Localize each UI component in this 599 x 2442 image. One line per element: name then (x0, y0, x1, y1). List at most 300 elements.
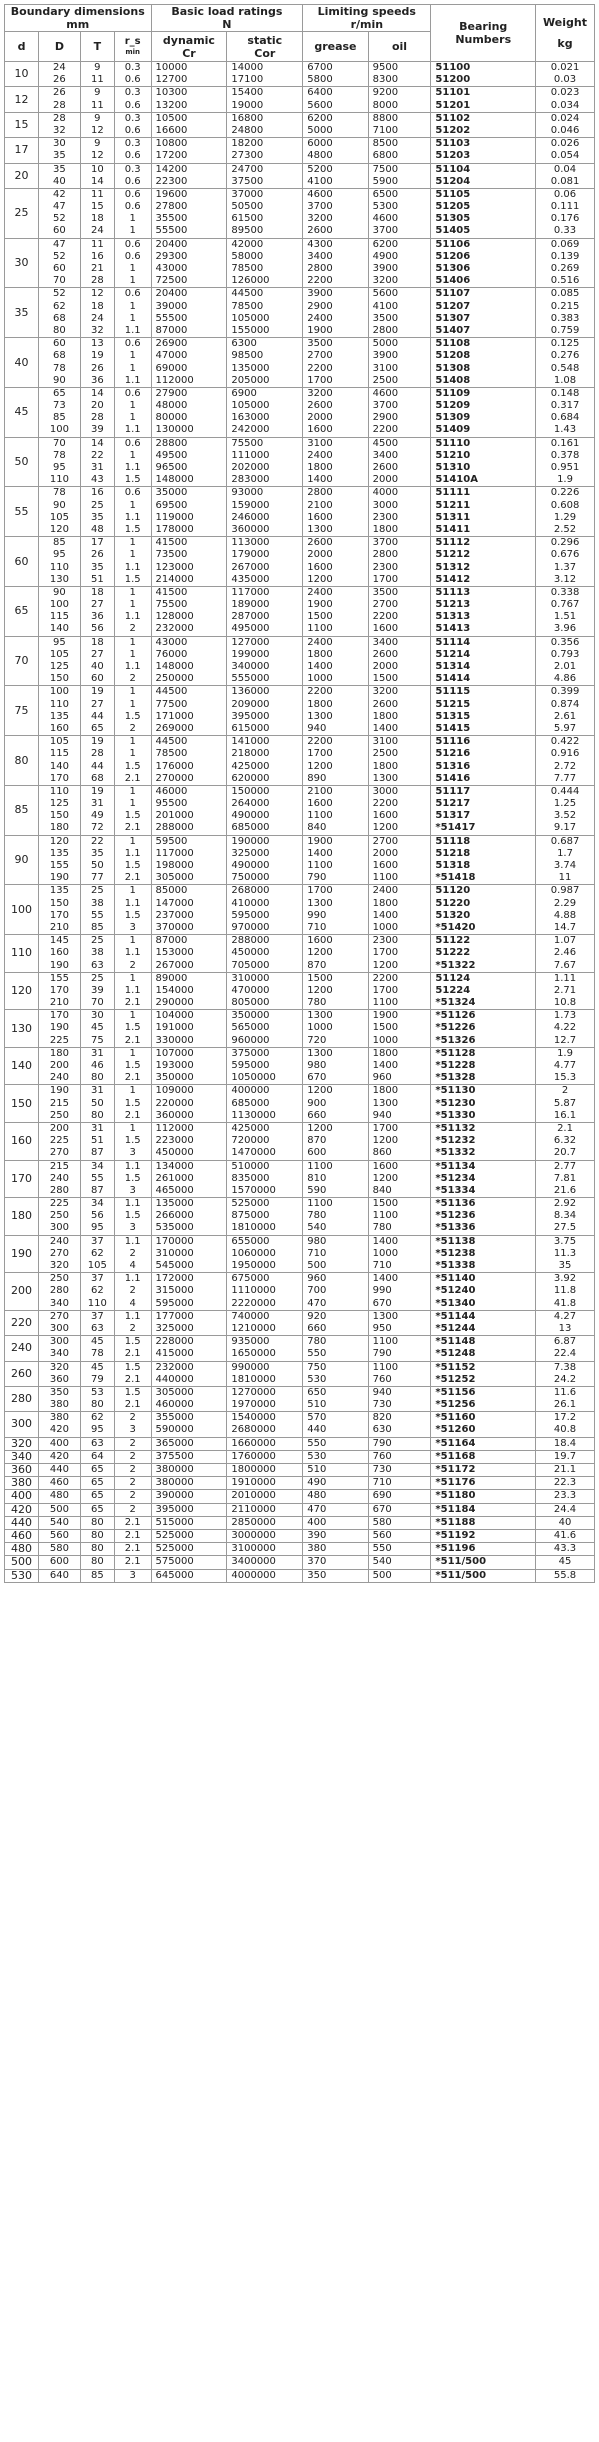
bore-diameter-cell: 440 (5, 1516, 39, 1529)
col-3-cell (151, 1010, 227, 1048)
cell-value: 1400 (372, 1060, 399, 1071)
cell-value: 1 (129, 537, 136, 549)
cell-value: 6000 (307, 138, 333, 150)
col-1-cell (80, 1336, 114, 1361)
col-2-cell (114, 87, 151, 112)
col-1-cell (80, 62, 114, 87)
cell-value: 75500 (231, 437, 264, 449)
table-body (5, 62, 595, 1583)
bearing-number: 51222 (435, 947, 471, 959)
cell-value: 62 (90, 1412, 104, 1424)
cell-value: 1.1 (124, 661, 141, 672)
cell-value: 2.1 (124, 822, 141, 834)
col-2-cell (114, 138, 151, 163)
cell-value: 0.081 (550, 175, 580, 187)
cell-value: 50 (90, 860, 104, 871)
cell-value: 480 (49, 1490, 69, 1502)
cell-value: 96500 (155, 462, 188, 473)
col-3-cell (151, 1160, 227, 1198)
bearing-number: 51109 (435, 387, 471, 399)
col-1-cell (80, 112, 114, 137)
col-5-cell (303, 338, 368, 388)
cell-value: 1800 (372, 710, 399, 722)
cell-value: 12 (90, 150, 104, 162)
col-5-cell (303, 1503, 368, 1516)
table-row (5, 1122, 595, 1160)
cell-value: 3.52 (553, 810, 577, 822)
cell-value: 1600 (307, 798, 333, 810)
cell-value: 1810000 (231, 1222, 276, 1234)
cell-value: 1900 (307, 599, 333, 611)
cell-value: 20.7 (553, 1147, 577, 1159)
bearing-number: 51105 (435, 188, 471, 200)
cell-value: 0.378 (550, 449, 580, 461)
cell-value: 340 (49, 1297, 69, 1309)
col-8-cell (536, 972, 595, 1010)
load-label: Basic load ratings (171, 5, 283, 18)
cell-value: 270 (49, 1247, 69, 1259)
cell-value: 2 (129, 1490, 136, 1502)
cell-value: 55500 (155, 225, 188, 237)
cell-value: 2300 (372, 935, 399, 947)
bore-diameter-cell: 17 (5, 138, 39, 163)
cell-value: 670 (307, 1072, 327, 1084)
cell-value: 1470000 (231, 1147, 276, 1159)
cell-value: 44 (90, 710, 104, 722)
limit-unit: r/min (350, 18, 384, 31)
table-row (5, 686, 595, 736)
bearing-number: 51414 (435, 673, 471, 685)
bearing-number: 51209 (435, 400, 471, 412)
col-2-cell (114, 1273, 151, 1311)
cell-value: 1 (129, 885, 136, 897)
cell-value: 3200 (307, 213, 333, 225)
cell-value: 0.125 (550, 338, 580, 350)
cell-value: 940 (307, 722, 327, 734)
cell-value: 42 (53, 188, 66, 200)
cell-value: 8500 (372, 138, 399, 150)
col-2-cell (114, 1437, 151, 1450)
cell-value: 14 (90, 175, 104, 187)
cell-value: 530 (307, 1450, 327, 1462)
col-0-cell (39, 1010, 81, 1048)
cell-value: 31 (90, 1085, 104, 1097)
cell-value: 0.759 (550, 324, 580, 336)
col-1-cell (80, 1361, 114, 1386)
cell-value: 360000 (155, 1109, 194, 1121)
cell-value: 11 (90, 188, 104, 200)
bearing-number: *51128 (435, 1047, 476, 1059)
cell-value: 1.1 (124, 847, 141, 859)
bearing-number: 51124 (435, 972, 471, 984)
cell-value: 171000 (155, 710, 194, 722)
col-0-cell (39, 1437, 81, 1450)
cell-value: 450000 (155, 1147, 194, 1159)
cell-value: 2.29 (553, 897, 577, 909)
cell-value: 14.7 (553, 921, 577, 933)
bearing-number: 51408 (435, 374, 471, 386)
cell-value: 72500 (155, 275, 188, 287)
col-6-cell (368, 1273, 431, 1311)
col-2-cell (114, 885, 151, 935)
cell-value: 40.8 (553, 1424, 577, 1436)
cell-value: 1500 (307, 972, 333, 984)
cell-value: 134000 (155, 1160, 194, 1172)
cell-value: 670 (372, 1297, 392, 1309)
bearing-number: *51156 (435, 1386, 476, 1398)
col-5-cell (303, 1122, 368, 1160)
col-3-cell (151, 1543, 227, 1556)
cell-value: 170 (49, 1010, 69, 1022)
bearing-number: 51202 (435, 124, 471, 136)
col-4-cell (227, 885, 303, 935)
cell-value: 305000 (155, 872, 194, 884)
cell-value: 155 (49, 860, 69, 871)
cell-value: 209000 (231, 698, 270, 710)
bore-diameter-cell: 60 (5, 537, 39, 587)
cell-value: 153000 (155, 947, 194, 959)
cell-value: 615000 (231, 722, 270, 734)
cell-value: 18200 (231, 138, 264, 150)
cell-value: 320 (49, 1361, 69, 1373)
col-0-cell (39, 1310, 81, 1335)
col-8-cell (536, 1336, 595, 1361)
cell-value: 790 (372, 1348, 392, 1360)
bearing-number: *51148 (435, 1336, 476, 1348)
cell-value: 395000 (231, 710, 270, 722)
cell-value: 65 (90, 1464, 104, 1475)
cell-value: 215 (49, 1160, 69, 1172)
cell-value: 12.7 (553, 1034, 577, 1046)
cell-value: 10800 (155, 138, 188, 150)
col-6-cell (368, 935, 431, 973)
col-5-cell (303, 1490, 368, 1503)
col-1-cell (80, 686, 114, 736)
cell-value: 1.1 (124, 611, 141, 623)
table-row (5, 885, 595, 935)
cell-value: 700 (307, 1285, 327, 1297)
col-8-cell (536, 1490, 595, 1503)
cell-value: 1800 (372, 760, 399, 772)
cell-value: 1 (129, 400, 136, 412)
col-4-cell (227, 1336, 303, 1361)
cell-value: 5800 (307, 74, 333, 86)
col-5-cell (303, 935, 368, 973)
cell-value: 1800 (307, 462, 333, 473)
cell-value: 4900 (372, 250, 399, 262)
table-row (5, 1160, 595, 1198)
cell-value: 1 (129, 935, 136, 947)
cell-value: 13 (90, 338, 104, 350)
col-0-cell (39, 586, 81, 636)
cell-value: 375000 (231, 1047, 270, 1059)
bearing-number: *51152 (435, 1361, 476, 1373)
col-5-cell (303, 885, 368, 935)
col-5-cell (303, 785, 368, 835)
cell-value: 810 (307, 1172, 327, 1184)
cell-value: 935000 (231, 1336, 270, 1348)
cell-value: 80 (53, 324, 66, 336)
table-row (5, 1336, 595, 1361)
cell-value: 990 (307, 909, 327, 921)
cell-value: 0.139 (550, 250, 580, 262)
cell-value: 590 (307, 1184, 327, 1196)
cell-value: 4500 (372, 437, 399, 449)
bearing-number: 51415 (435, 722, 471, 734)
cell-value: 565000 (231, 1022, 270, 1034)
col-6-cell (368, 87, 431, 112)
cell-value: 3900 (372, 263, 399, 274)
col-3-cell (151, 1556, 227, 1569)
cell-value: 115 (49, 611, 69, 623)
cell-value: 62 (53, 300, 66, 312)
col-3-cell (151, 1477, 227, 1490)
bore-diameter-cell: 530 (5, 1569, 39, 1582)
cell-value: 232000 (155, 1361, 194, 1373)
bearing-number: 51111 (435, 487, 471, 499)
bearing-number: 51201 (435, 99, 471, 111)
cell-value: 100 (49, 686, 69, 698)
col-1-cell (80, 1437, 114, 1450)
cell-value: 1760000 (231, 1450, 276, 1462)
cell-value: 51 (90, 1135, 104, 1147)
col-8-cell (536, 87, 595, 112)
col-8-cell (536, 736, 595, 786)
col-4-cell (227, 1516, 303, 1529)
cell-value: 14200 (155, 163, 188, 175)
cell-value: 3.75 (553, 1235, 577, 1247)
cell-value: 19 (90, 350, 104, 362)
cell-value: 2680000 (231, 1424, 276, 1436)
cell-value: 3 (129, 1184, 136, 1196)
cell-value: 0.276 (550, 350, 580, 362)
cell-value: 3400 (372, 449, 399, 461)
cell-value: 1 (129, 636, 136, 648)
cell-value: 56 (90, 623, 104, 635)
cell-value: 1 (129, 362, 136, 374)
cell-value: 550 (372, 1543, 392, 1555)
col-8-cell (536, 188, 595, 238)
col-7-cell (431, 163, 536, 188)
cell-value: 220000 (155, 1097, 194, 1109)
col-4-cell (227, 835, 303, 885)
cell-value: 225 (49, 1198, 69, 1210)
bearing-number: *51132 (435, 1122, 476, 1134)
cell-value: 7100 (372, 124, 399, 136)
col-7-cell (431, 1361, 536, 1386)
col-4-cell (227, 1273, 303, 1311)
col-1-cell (80, 835, 114, 885)
cell-value: 250000 (155, 673, 194, 685)
cell-value: 780 (307, 1336, 327, 1348)
cell-value: 3100 (307, 437, 333, 449)
col-1-cell (80, 1386, 114, 1411)
col-1-cell (80, 1310, 114, 1335)
cell-value: 750000 (231, 872, 270, 884)
cell-value: 210 (49, 921, 69, 933)
cell-value: 1100 (307, 1198, 333, 1210)
col-8-cell (536, 1569, 595, 1582)
cell-value: 16 (90, 487, 104, 499)
bore-diameter-cell: 480 (5, 1543, 39, 1556)
cell-value: 1 (129, 1122, 136, 1134)
cell-value: 360 (49, 1373, 69, 1385)
cell-value: 190 (49, 872, 69, 884)
col-oil: oil (368, 32, 431, 62)
cell-value: 18 (90, 213, 104, 225)
cell-value: 540 (307, 1222, 327, 1234)
col-6-cell (368, 835, 431, 885)
col-6-cell (368, 1386, 431, 1411)
cell-value: 10.8 (553, 997, 577, 1009)
col-2-cell (114, 1085, 151, 1123)
col-6-cell (368, 1235, 431, 1273)
cell-value: 1800 (372, 1047, 399, 1059)
bearing-number: *51326 (435, 1034, 476, 1046)
cell-value: 85000 (155, 885, 188, 897)
col-1-cell (80, 636, 114, 686)
bearing-number: 51315 (435, 710, 471, 722)
table-row (5, 1569, 595, 1582)
bearing-number: 51100 (435, 62, 471, 73)
cell-value: 450000 (231, 947, 270, 959)
bearing-number: *511/500 (435, 1556, 487, 1568)
bearing-number: *51184 (435, 1503, 476, 1515)
col-8-cell (536, 138, 595, 163)
cell-value: 179000 (231, 549, 270, 561)
col-7-cell (431, 62, 536, 87)
cell-value: 9.17 (553, 822, 577, 834)
bearing-number: 51411 (435, 523, 471, 535)
bore-diameter-cell: 280 (5, 1386, 39, 1411)
cell-value: 1300 (307, 1010, 333, 1022)
cell-value: 105000 (231, 400, 270, 412)
col-4-cell (227, 1556, 303, 1569)
cell-value: 3700 (372, 225, 399, 237)
cell-value: 43 (90, 474, 104, 486)
col-6-cell (368, 1464, 431, 1477)
cell-value: 38 (90, 947, 104, 959)
cell-value: 170 (49, 909, 69, 921)
cell-value: 55 (90, 1172, 104, 1184)
col-2-cell (114, 387, 151, 437)
cell-value: 58000 (231, 250, 264, 262)
cell-value: 2100 (307, 785, 333, 797)
table-row (5, 387, 595, 437)
col-2-cell (114, 1122, 151, 1160)
cell-value: 2 (129, 1247, 136, 1259)
col-5-cell (303, 1198, 368, 1236)
cell-value: 6400 (307, 87, 333, 99)
bearing-number: *51330 (435, 1109, 476, 1121)
col-4-cell (227, 138, 303, 163)
cell-value: 36 (90, 374, 104, 386)
col-6-cell (368, 387, 431, 437)
cell-value: 2700 (307, 350, 333, 362)
cell-value: 112000 (155, 1122, 194, 1134)
cell-value: 900 (307, 1097, 327, 1109)
table-row (5, 1386, 595, 1411)
col-4-cell (227, 1569, 303, 1582)
cell-value: 360000 (231, 523, 270, 535)
cell-value: 0.3 (124, 62, 141, 73)
bearing-number: 51102 (435, 112, 471, 124)
bearing-number: *51130 (435, 1085, 476, 1097)
cell-value: 1100 (372, 1361, 399, 1373)
cell-value: 5000 (307, 124, 333, 136)
cell-value: 380 (49, 1399, 69, 1411)
cell-value: 0.6 (124, 288, 141, 300)
cell-value: 16 (90, 250, 104, 262)
col-5-cell (303, 1386, 368, 1411)
col-1-cell (80, 238, 114, 288)
cell-value: 25 (90, 885, 104, 897)
col-7-cell (431, 1336, 536, 1361)
cell-value: 6900 (231, 387, 257, 399)
col-4-cell (227, 163, 303, 188)
cell-value: 1800 (372, 897, 399, 909)
col-6-cell (368, 1477, 431, 1490)
cell-value: 350 (49, 1386, 69, 1398)
cell-value: 640 (49, 1569, 69, 1581)
cell-value: 5900 (372, 175, 399, 187)
bearing-number: 51305 (435, 213, 471, 225)
cell-value: 1.5 (124, 710, 141, 722)
cell-value: 730 (372, 1399, 392, 1411)
cell-value: 10300 (155, 87, 188, 99)
weight-label: Weight (543, 16, 587, 29)
bearing-number: 51204 (435, 175, 471, 187)
cell-value: 1700 (372, 573, 399, 585)
cell-value: 2 (129, 623, 136, 635)
col-0-cell (39, 1047, 81, 1085)
cell-value: 43000 (155, 263, 188, 274)
cell-value: 155 (49, 972, 69, 984)
cell-value: 35 (90, 847, 104, 859)
bearing-number: *511/500 (435, 1569, 487, 1581)
cell-value: 0.399 (550, 686, 580, 698)
col-5-cell (303, 586, 368, 636)
cell-value: 288000 (155, 822, 194, 834)
col-5-cell (303, 1361, 368, 1386)
cell-value: 3000 (372, 499, 399, 511)
cell-value: 0.148 (550, 387, 580, 399)
cell-value: 1 (129, 835, 136, 847)
col-7-cell (431, 537, 536, 587)
cell-value: 1900 (372, 1010, 399, 1022)
cell-value: 980 (307, 1060, 327, 1071)
cell-value: 180 (49, 1047, 69, 1059)
cell-value: 250 (49, 1210, 69, 1222)
col-5-cell (303, 1543, 368, 1556)
col-8-cell (536, 586, 595, 636)
cell-value: 240 (49, 1172, 69, 1184)
cell-value: 2.1 (557, 1122, 573, 1134)
cell-value: 3500 (372, 586, 399, 598)
col-3-cell (151, 1047, 227, 1085)
col-1-cell (80, 1085, 114, 1123)
col-2-cell (114, 238, 151, 288)
col-2-cell (114, 1503, 151, 1516)
cell-value: 1600 (372, 623, 399, 635)
cell-value: 540 (372, 1556, 392, 1568)
cell-value: 4100 (372, 300, 399, 312)
col-1-cell (80, 338, 114, 388)
col-0-cell (39, 1273, 81, 1311)
cell-value: 440 (307, 1424, 327, 1436)
col-1-cell (80, 1529, 114, 1542)
cell-value: 1800000 (231, 1464, 276, 1475)
